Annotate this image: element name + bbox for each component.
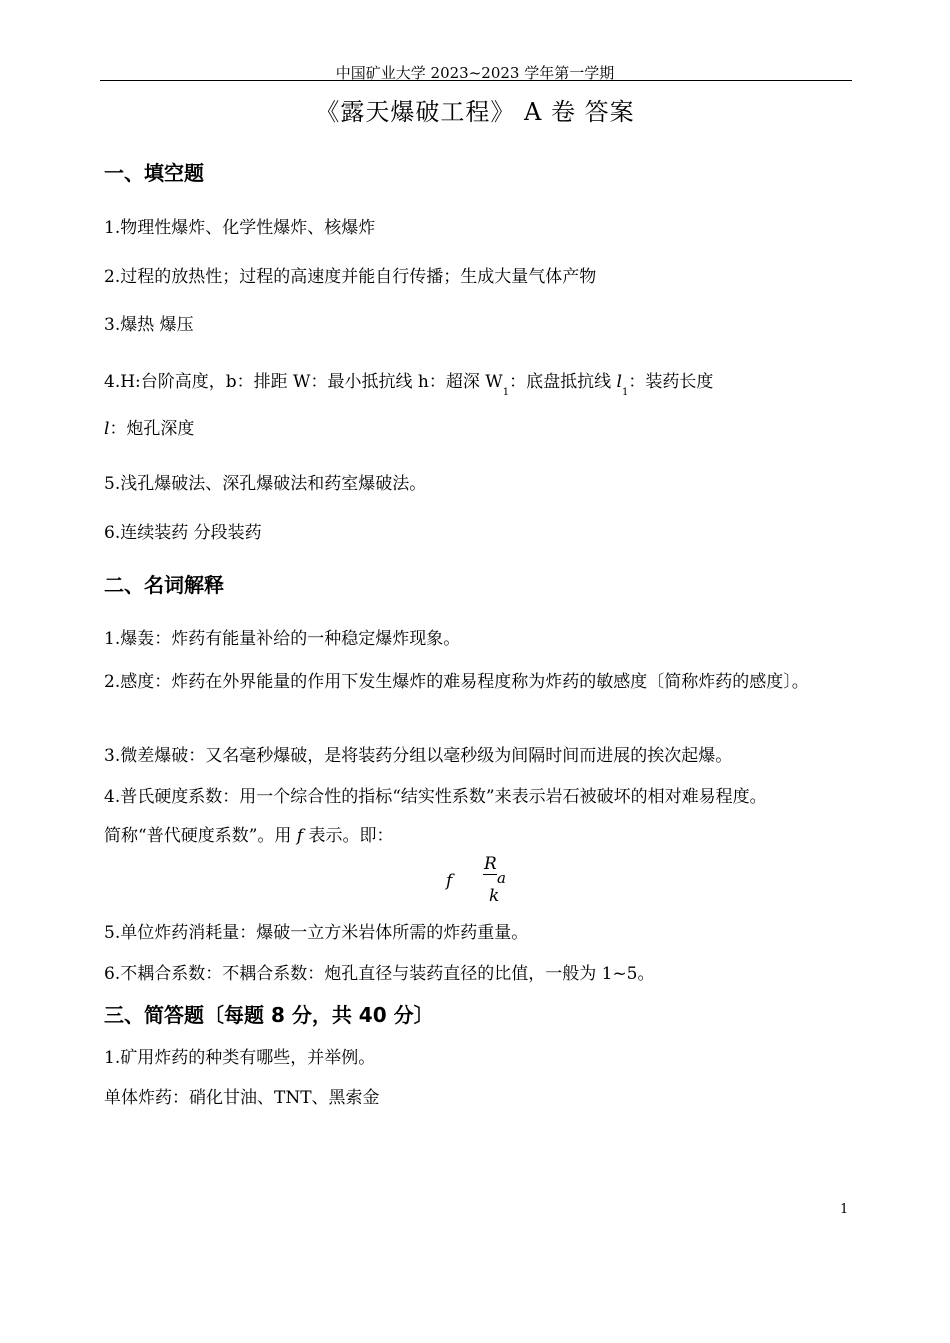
header-rule [100,80,852,81]
formula-lhs: f [446,871,453,891]
section-heading-definitions: 二、名词解释 [104,573,224,597]
answer-item: 1.物理性爆炸、化学性爆炸、核爆炸 [104,218,376,238]
answer-item-4-text: ：底盘抵抗线 [509,372,617,392]
fraction-bar [483,874,497,875]
answer-item-4-line2 [104,414,194,439]
answer-item-4 [104,367,714,398]
definition-item: 6.不耦合系数：不耦合系数：炮孔直径与装药直径的比值，一般为 1~5。 [104,964,655,984]
definition-item: 3.微差爆破：又名毫秒爆破，是将装药分组以毫秒级为间隔时间而进展的挨次起爆。 [104,746,733,766]
answer-item-4-text: 4.H:台阶高度，b：排距 W：最小抵抗线 h：超深 W [104,372,503,392]
subscript: 1 [621,387,629,398]
answer-item-4-line2-text: ：炮孔深度 [109,419,195,439]
formula-numerator: R [484,854,497,874]
question-item: 1.矿用炸药的种类有哪些，并举例。 [104,1048,376,1068]
math-symbol: l [616,372,622,392]
definition-item: 5.单位炸药消耗量：爆破一立方米岩体所需的炸药重量。 [104,923,529,943]
document-title: 《露天爆破工程》 A 卷 答案 [315,98,635,126]
answer-item: 5.浅孔爆破法、深孔爆破法和药室爆破法。 [104,474,427,494]
formula-denominator: k [489,886,500,906]
formula-subscript: a [497,869,506,887]
answer-text: 单体炸药：硝化甘油、TNT、黑索金 [104,1088,380,1108]
answer-item-4-text: ：装药长度 [628,372,714,392]
definition-item: 2.感度：炸药在外界能量的作用下发生爆炸的难易程度称为炸药的敏感度〔简称炸药的感度〕。 [104,672,809,692]
definition-item: 4.普氏硬度系数：用一个综合性的指标“结实性系数”来表示岩石被破坏的相对难易程度。 [104,787,767,807]
definition-text: 简称“普代硬度系数”。用 [104,826,297,846]
page-number: 1 [840,1202,849,1217]
definition-item-4-line2 [104,821,394,846]
answer-item: 3.爆热 爆压 [104,315,194,335]
math-symbol: l [104,419,110,439]
definition-item: 1.爆轰：炸药有能量补给的一种稳定爆炸现象。 [104,629,461,649]
definition-text: 表示。即： [303,826,394,846]
subscript: 1 [502,387,510,398]
page-header: 中国矿业大学 2023~2023 学年第一学期 [335,64,615,82]
section-heading-fill-blank: 一、填空题 [104,161,204,185]
section-heading-short-answer: 三、简答题〔每题 8 分，共 40 分〕 [104,1003,434,1027]
answer-item: 2.过程的放热性；过程的高速度并能自行传播；生成大量气体产物 [104,267,597,287]
math-symbol: f [296,826,304,846]
answer-item: 6.连续装药 分段装药 [104,523,262,543]
